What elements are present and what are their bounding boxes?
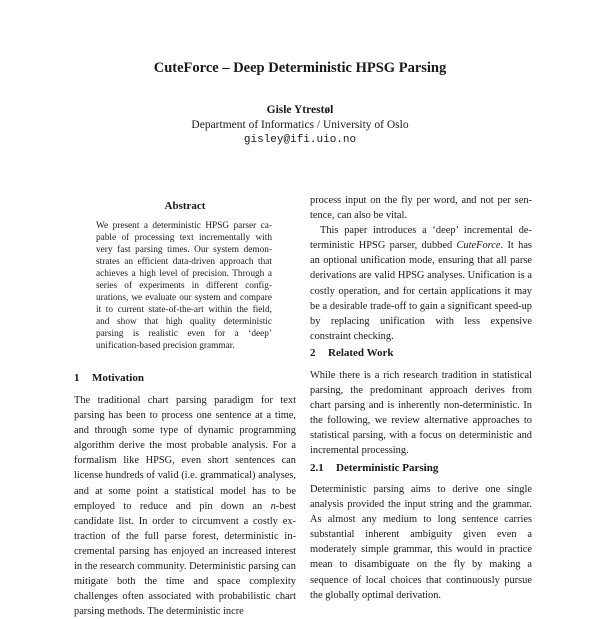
author-name: Gisle Ytrestøl <box>266 104 334 116</box>
italic-n: n <box>270 500 276 512</box>
section-title: Related Work <box>328 347 394 359</box>
paragraph-text: The traditional chart parsing paradigm for text parsing has been to process one sentence at a time, and through some type of dynamic programming algorithm derive the most probable analysis. For a formalism like HPSG, even short sentences can license hundreds of valid (i.e. grammatical) analyses, and at some point a statistical model has to be employed to reduce and pin down an <box>74 395 296 512</box>
paragraph-text: Deterministic parsing aims to derive one single analysis provided the input string and the grammar. As almost any medium to long sentence carries substantial inherent ambiguity given even a moderately simple grammar, this would in practice mean to disambiguate on the fly by making a sequence of local choices that continuously pursue the globally optimal derivation. <box>310 484 532 601</box>
related-work-paragraph <box>310 368 532 459</box>
motivation-paragraph <box>74 393 296 619</box>
author-email[interactable]: gisley@ifi.uio.no <box>243 134 357 146</box>
paragraph-text: -best candidate list. In order to circumvent a costly extraction of the full parse forest, deterministic incremental parsing has enjoyed an increased interest in the research community. Deterministic parsing can mitigate both the time and space complexity challenges often associated with probabilistic chart parsing methods. The deterministic incre <box>74 500 296 618</box>
section-number: 2.1 <box>310 462 324 474</box>
abstract-text: We present a deterministic HPSG parser capable of processing text incrementally with very fast parsing times. Our system demonstrates an efficient data-driven approach that achieves a high level of precision. Through a series of experiments in different configurations, we evaluate our system and compare it to current state-of-the-art within the field, and show that high quality deterministic parsing is realistic even for a ‘deep’ unification-based precision grammar. <box>96 221 272 351</box>
author-affiliation: Department of Informatics / University of Oslo <box>191 119 409 131</box>
system-name: CuteForce <box>456 240 501 252</box>
section-title: Motivation <box>92 372 144 384</box>
section-heading-motivation <box>74 372 144 384</box>
section-heading-related-work <box>310 347 394 359</box>
deterministic-parsing-paragraph <box>310 482 532 603</box>
paragraph-cuteforce <box>310 223 532 344</box>
abstract-heading: Abstract <box>164 200 206 212</box>
paragraph-text: This paper introduces a ‘deep’ incremental deterministic HPSG parser, dubbed <box>310 225 532 252</box>
paper-title: CuteForce – Deep Deterministic HPSG Parsing <box>153 60 447 76</box>
subsection-heading-deterministic-parsing <box>310 462 438 474</box>
paragraph-text: While there is a rich research tradition in statistical parsing, the predominant approach derives from chart parsing and is inherently non-deterministic. In the following, we review alternative approaches to statistical parsing, with a focus on deterministic and incremental processing. <box>310 370 532 457</box>
paragraph-text: . It has an optional unification mode, ensuring that all parse derivations are valid HPSG analyses. Unification is a costly operation, and for certain applications it may be a desirable trade-off to gain a significant speed-up by replacing unification with less expensive constraint checking. <box>310 240 532 342</box>
section-number: 2 <box>310 347 316 359</box>
section-number: 1 <box>74 372 80 384</box>
paragraph-text: process input on the fly per word, and not per sentence, can also be vital. <box>310 195 532 222</box>
motivation-continuation <box>310 193 532 344</box>
section-title: Deterministic Parsing <box>336 462 439 474</box>
